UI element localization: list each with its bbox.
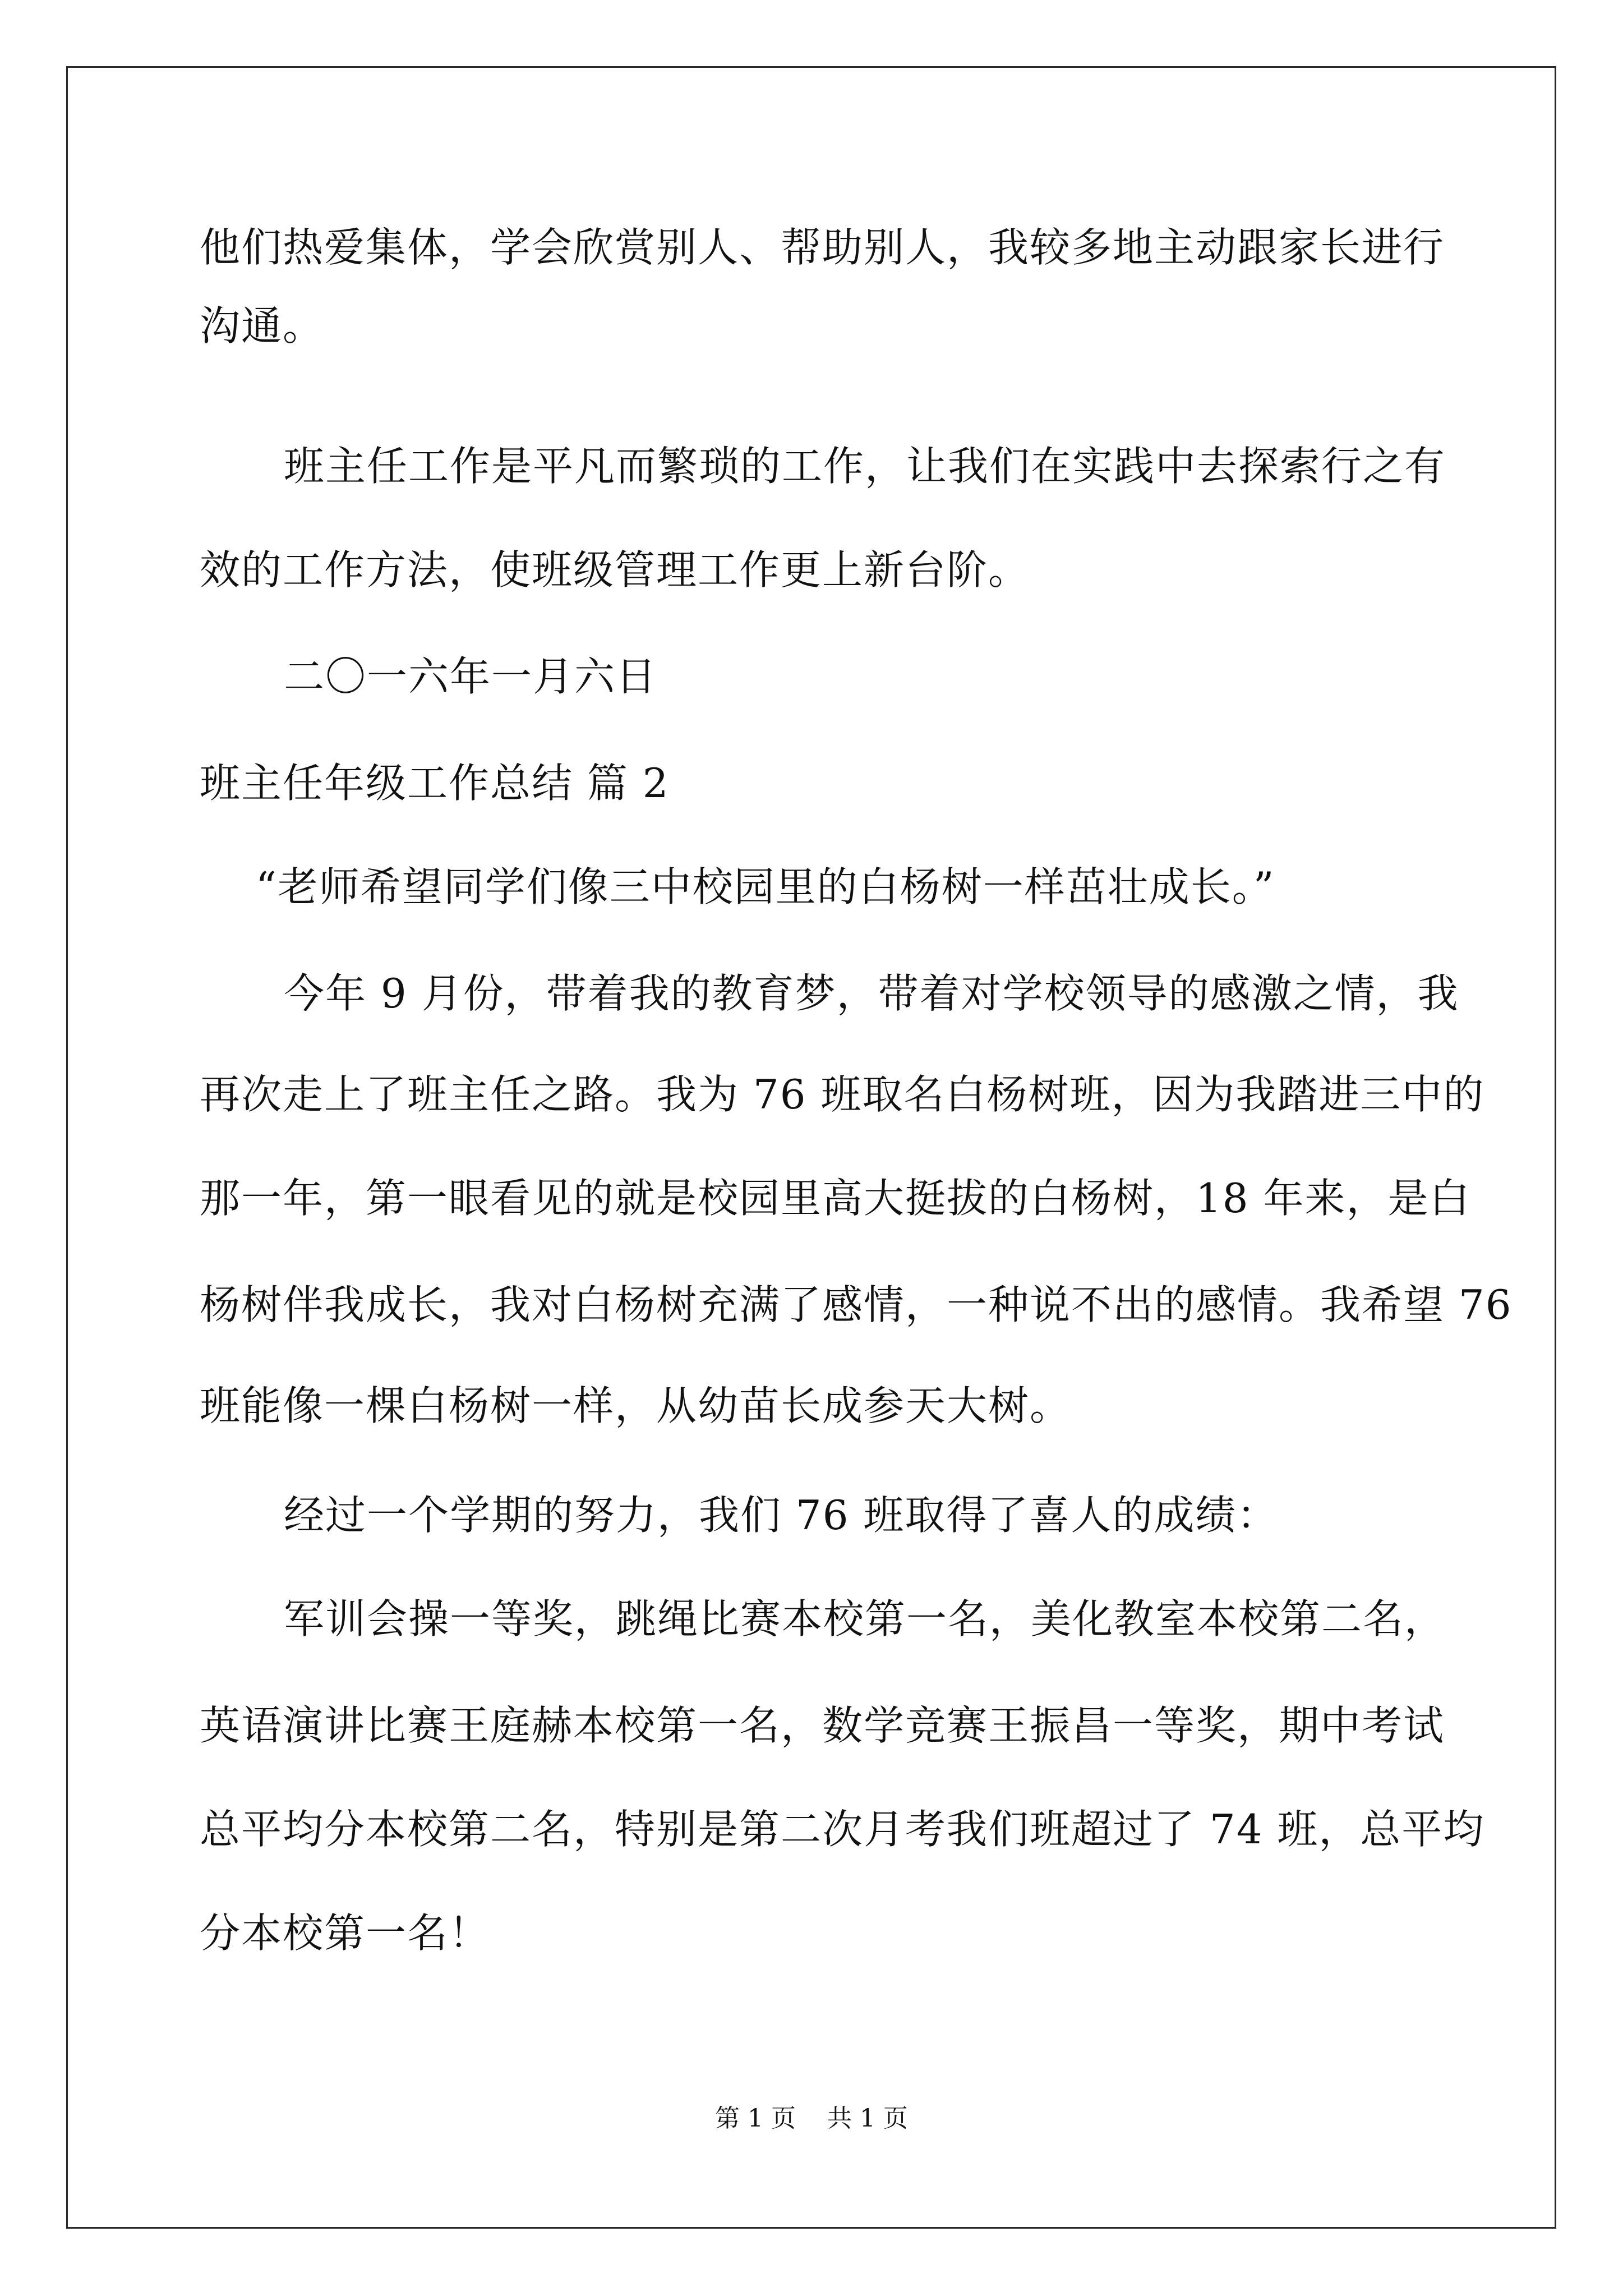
body-line: 再次走上了班主任之路。我为 76 班取名白杨树班，因为我踏进三中的 — [200, 1071, 1485, 1118]
paragraph-start: 经过一个学期的努力，我们 76 班取得了喜人的成绩： — [284, 1492, 1279, 1539]
date-line: 二〇一六年一月六日 — [284, 653, 658, 700]
page-border — [66, 66, 1556, 2229]
body-line: 沟通。 — [200, 302, 325, 349]
paragraph-start: 军训会操一等奖，跳绳比赛本校第一名，美化教室本校第二名， — [284, 1595, 1446, 1642]
quote-line: “老师希望同学们像三中校园里的白杨树一样茁壮成长。” — [256, 863, 1275, 910]
page-number-footer: 第 1 页 共 1 页 — [715, 2104, 908, 2133]
body-line: 他们热爱集体，学会欣赏别人、帮助别人，我较多地主动跟家长进行 — [200, 224, 1445, 271]
body-line: 效的工作方法，使班级管理工作更上新台阶。 — [200, 546, 1030, 593]
paragraph-start: 今年 9 月份，带着我的教育梦，带着对学校领导的感激之情，我 — [284, 970, 1459, 1017]
body-line: 班能像一棵白杨树一样，从幼苗长成参天大树。 — [200, 1382, 1072, 1429]
body-line: 总平均分本校第二名，特别是第二次月考我们班超过了 74 班，总平均 — [200, 1806, 1485, 1853]
section-heading: 班主任年级工作总结 篇 2 — [200, 760, 670, 807]
body-line: 英语演讲比赛王庭赫本校第一名，数学竞赛王振昌一等奖，期中考试 — [200, 1702, 1445, 1749]
body-line: 那一年，第一眼看见的就是校园里高大挺拔的白杨树，18 年来，是白 — [200, 1175, 1471, 1222]
body-line: 杨树伴我成长，我对白杨树充满了感情，一种说不出的感情。我希望 76 — [200, 1281, 1513, 1328]
body-line: 分本校第一名！ — [200, 1910, 491, 1957]
paragraph-start: 班主任工作是平凡而繁琐的工作，让我们在实践中去探索行之有 — [284, 443, 1446, 490]
